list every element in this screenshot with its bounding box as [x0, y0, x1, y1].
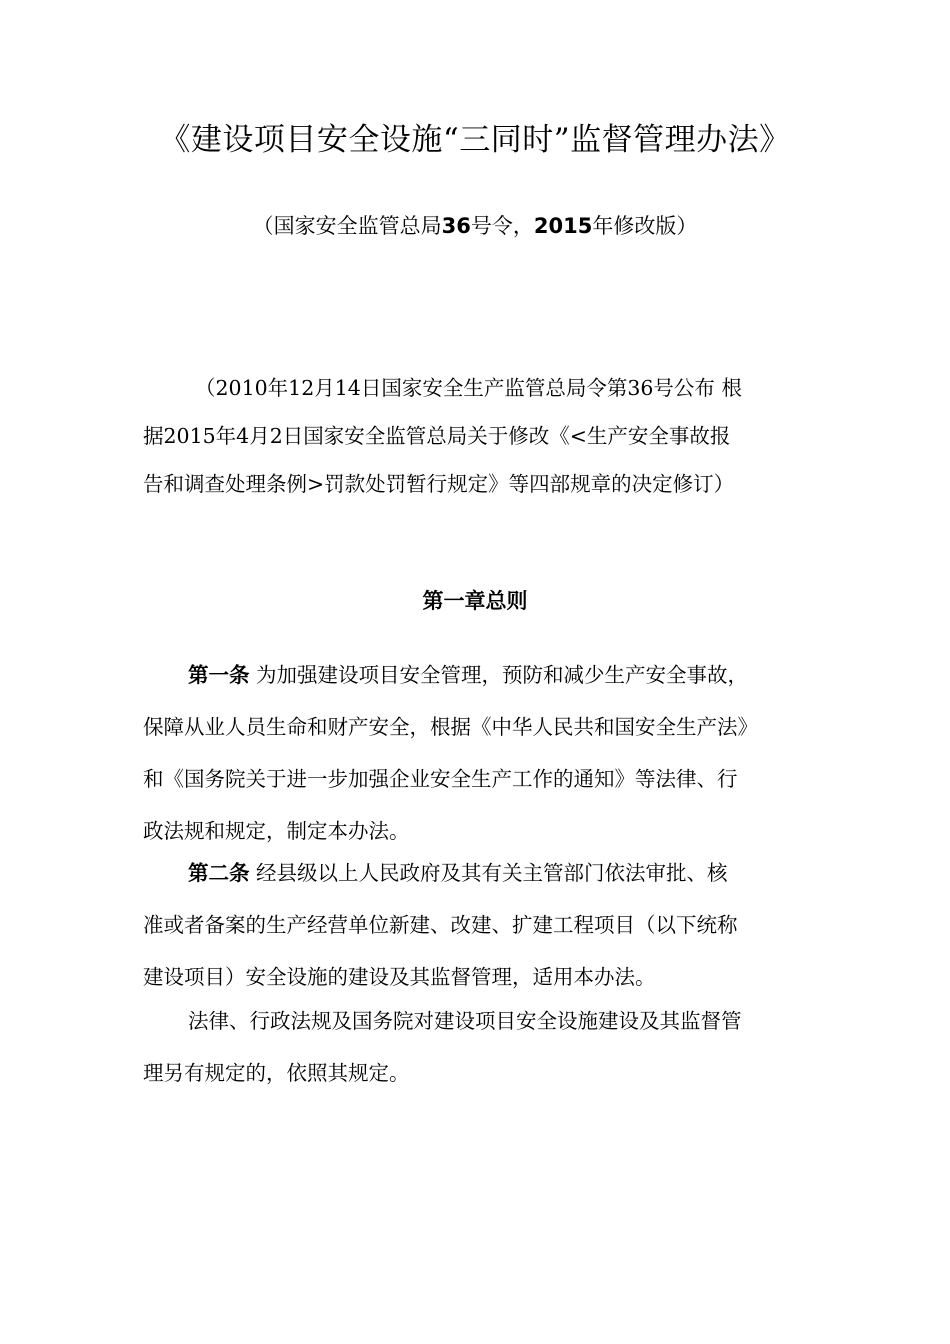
chapter-heading: 第一章总则 — [422, 589, 528, 613]
article-line: 理另有规定的，依照其规定。 — [143, 1061, 410, 1085]
document-subtitle — [0, 210, 950, 242]
document-title: 《建设项目安全设施“三同时”监督管理办法》 — [159, 122, 791, 158]
subtitle-year: 2015 — [533, 214, 593, 238]
article-label: 第一条 — [188, 663, 250, 687]
revision-history — [143, 364, 811, 508]
article-text: 为加强建设项目安全管理，预防和减少生产安全事故， — [249, 663, 749, 687]
subtitle-suffix: 年修改版） — [592, 214, 698, 238]
subtitle-order-number: 36 — [441, 214, 471, 238]
subtitle-middle: 号令， — [470, 214, 534, 238]
article-1 — [143, 649, 811, 857]
article-line — [143, 847, 811, 899]
article-line: 保障从业人员生命和财产安全，根据《中华人民共和国安全生产法》 — [143, 715, 758, 739]
article-line — [143, 649, 811, 701]
article-2 — [143, 847, 811, 1003]
article-label: 第二条 — [188, 861, 250, 885]
article-2-paragraph-2 — [143, 995, 811, 1099]
article-line: 政法规和规定，制定本办法。 — [143, 819, 410, 843]
subtitle-prefix: （国家安全监管总局 — [252, 214, 442, 238]
article-line: 和《国务院关于进一步加强企业安全生产工作的通知》等法律、行 — [143, 767, 738, 791]
article-line: 法律、行政法规及国务院对建设项目安全设施建设及其监督管 — [188, 1009, 742, 1033]
history-line: （2010年12月14日国家安全生产监管总局令第36号公布 根 — [195, 376, 742, 400]
history-line: 告和调查处理条例>罚款处罚暂行规定》等四部规章的决定修订） — [143, 472, 735, 496]
article-line: 准或者备案的生产经营单位新建、改建、扩建工程项目（以下统称 — [143, 913, 738, 937]
article-text: 经县级以上人民政府及其有关主管部门依法审批、核 — [249, 861, 728, 885]
article-line: 建设项目）安全设施的建设及其监督管理，适用本办法。 — [143, 965, 656, 989]
history-line: 据2015年4月2日国家安全监管总局关于修改《<生产安全事故报 — [143, 424, 731, 448]
